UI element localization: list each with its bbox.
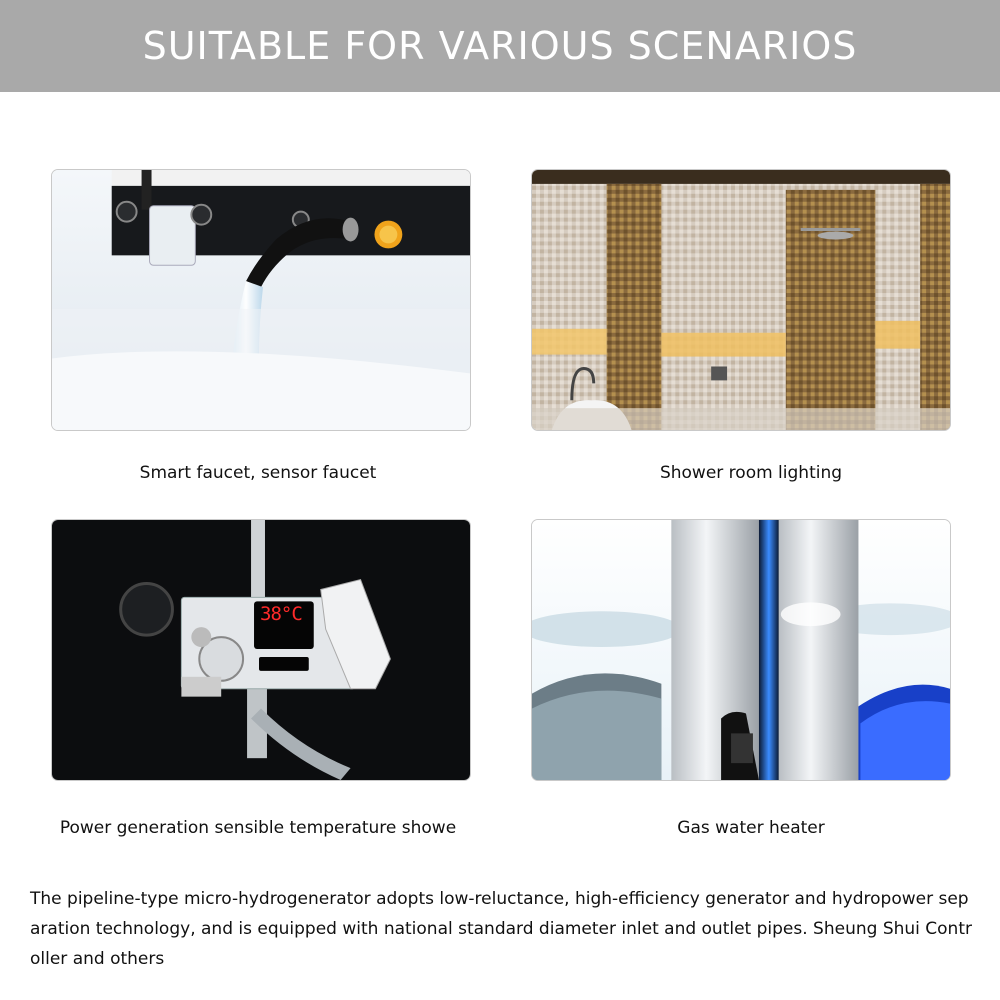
caption-temperature-shower: Power generation sensible temperature showe	[59, 818, 457, 838]
temperature-display: 38°C	[260, 603, 302, 625]
banner-title: SUITABLE FOR VARIOUS SCENARIOS	[142, 24, 858, 68]
gas-water-heater-photo	[531, 519, 951, 781]
smart-faucet-photo	[51, 169, 471, 431]
caption-shower-room: Shower room lighting	[659, 463, 843, 483]
description-text: The pipeline-type micro-hydrogenerator adopts low-reluctance, high-efficiency generator and hydropower separation technology, and is equipped with national standard diameter inlet and outlet pipes. Sheung Shui Controller and others	[30, 889, 972, 969]
temperature-shower-photo	[51, 519, 471, 781]
header-banner	[0, 0, 1000, 92]
caption-gas-water-heater: Gas water heater	[677, 818, 825, 838]
caption-smart-faucet: Smart faucet, sensor faucet	[139, 463, 377, 483]
shower-room-photo	[531, 169, 951, 431]
